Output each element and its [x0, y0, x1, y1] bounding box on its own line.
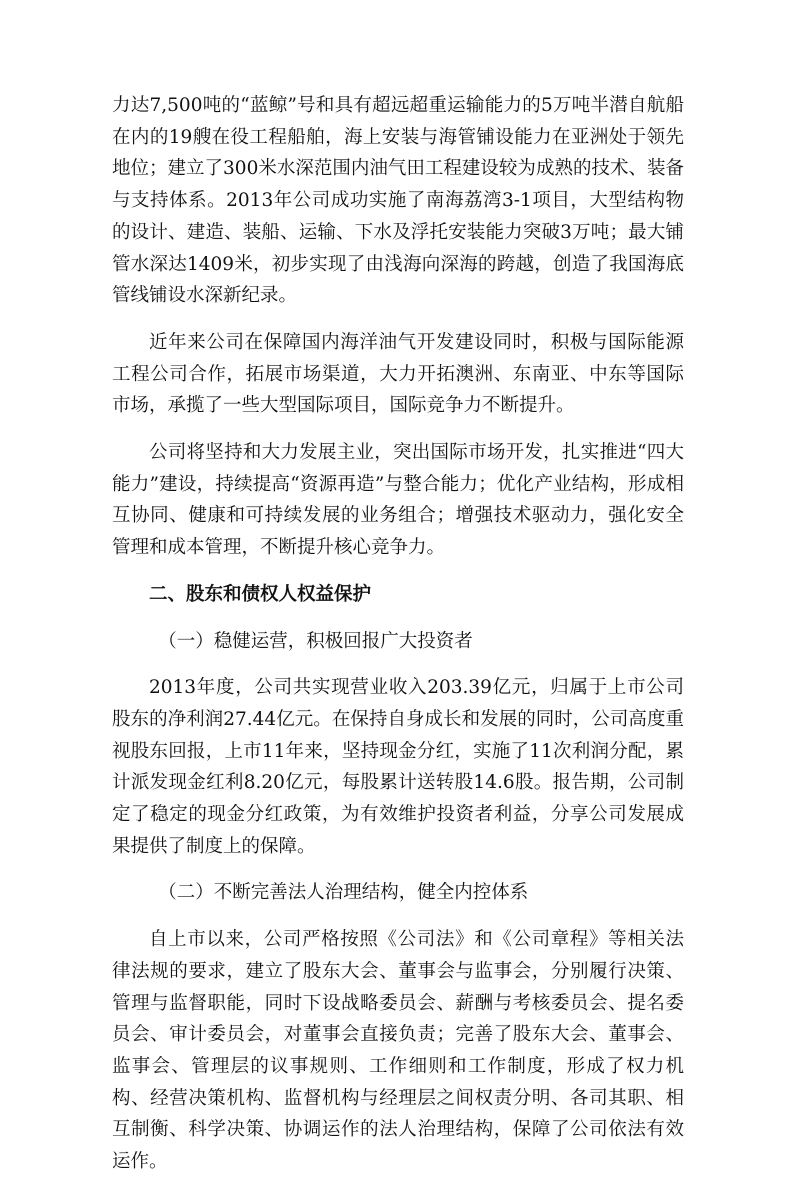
- subsection-heading-investor-returns: （一）稳健运营，积极回报广大投资者: [158, 630, 473, 652]
- section-heading-shareholder-rights: 二、股东和债权人权益保护: [149, 583, 372, 605]
- subsection-heading-governance: （二）不断完善法人治理结构，健全内控体系: [158, 882, 529, 904]
- paragraph-capabilities: 力达7,500吨的“蓝鲸”号和具有超远超重运输能力的5万吨半潜自航船在内的19艘在役工程船舶，海上安装与海管铺设能力在亚洲处于领先地位；建立了300米水深范围内油气田工程建设较为成熟的技术、装备与支持体系。2013年公司成功实施了南海荔湾3-1项目，大型结构物的设计、建造、装船、运输、下水及浮托安装能力突破3万吨；最大铺管水深达1409米，初步实现了由浅海向深海的跨越，创造了我国海底管线铺设水深新纪录。: [112, 95, 684, 307]
- paragraph-strategy: 公司将坚持和大力发展主业，突出国际市场开发，扎实推进“四大能力”建设，持续提高“资源再造”与整合能力；优化产业结构，形成相互协同、健康和可持续发展的业务组合；增强技术驱动力，强化安全管理和成本管理，不断提升核心竞争力。: [112, 442, 684, 559]
- document-page: [112, 90, 684, 1193]
- paragraph-governance-structure: 自上市以来，公司严格按照《公司法》和《公司章程》等相关法律法规的要求，建立了股东大会、董事会与监事会，分别履行决策、管理与监督职能，同时下设战略委员会、薪酬与考核委员会、提名委员会、审计委员会，对董事会直接负责；完善了股东大会、董事会、监事会、管理层的议事规则、工作细则和工作制度，形成了权力机构、经营决策机构、监督机构与经理层之间权责分明、各司其职、相互制衡、科学决策、协调运作的法人治理结构，保障了公司依法有效运作。: [112, 929, 684, 1173]
- paragraph-financial-results: 2013年度，公司共实现营业收入203.39亿元，归属于上市公司股东的净利润27.44亿元。在保持自身成长和发展的同时，公司高度重视股东回报，上市11年来，坚持现金分红，实施了11次利润分配，累计派发现金红利8.20亿元，每股累计送转股14.6股。报告期，公司制定了稳定的现金分红政策，为有效维护投资者利益，分享公司发展成果提供了制度上的保障。: [112, 677, 684, 857]
- paragraph-international-market: 近年来公司在保障国内海洋油气开发建设同时，积极与国际能源工程公司合作，拓展市场渠道，大力开拓澳洲、东南亚、中东等国际市场，承揽了一些大型国际项目，国际竞争力不断提升。: [112, 331, 684, 417]
